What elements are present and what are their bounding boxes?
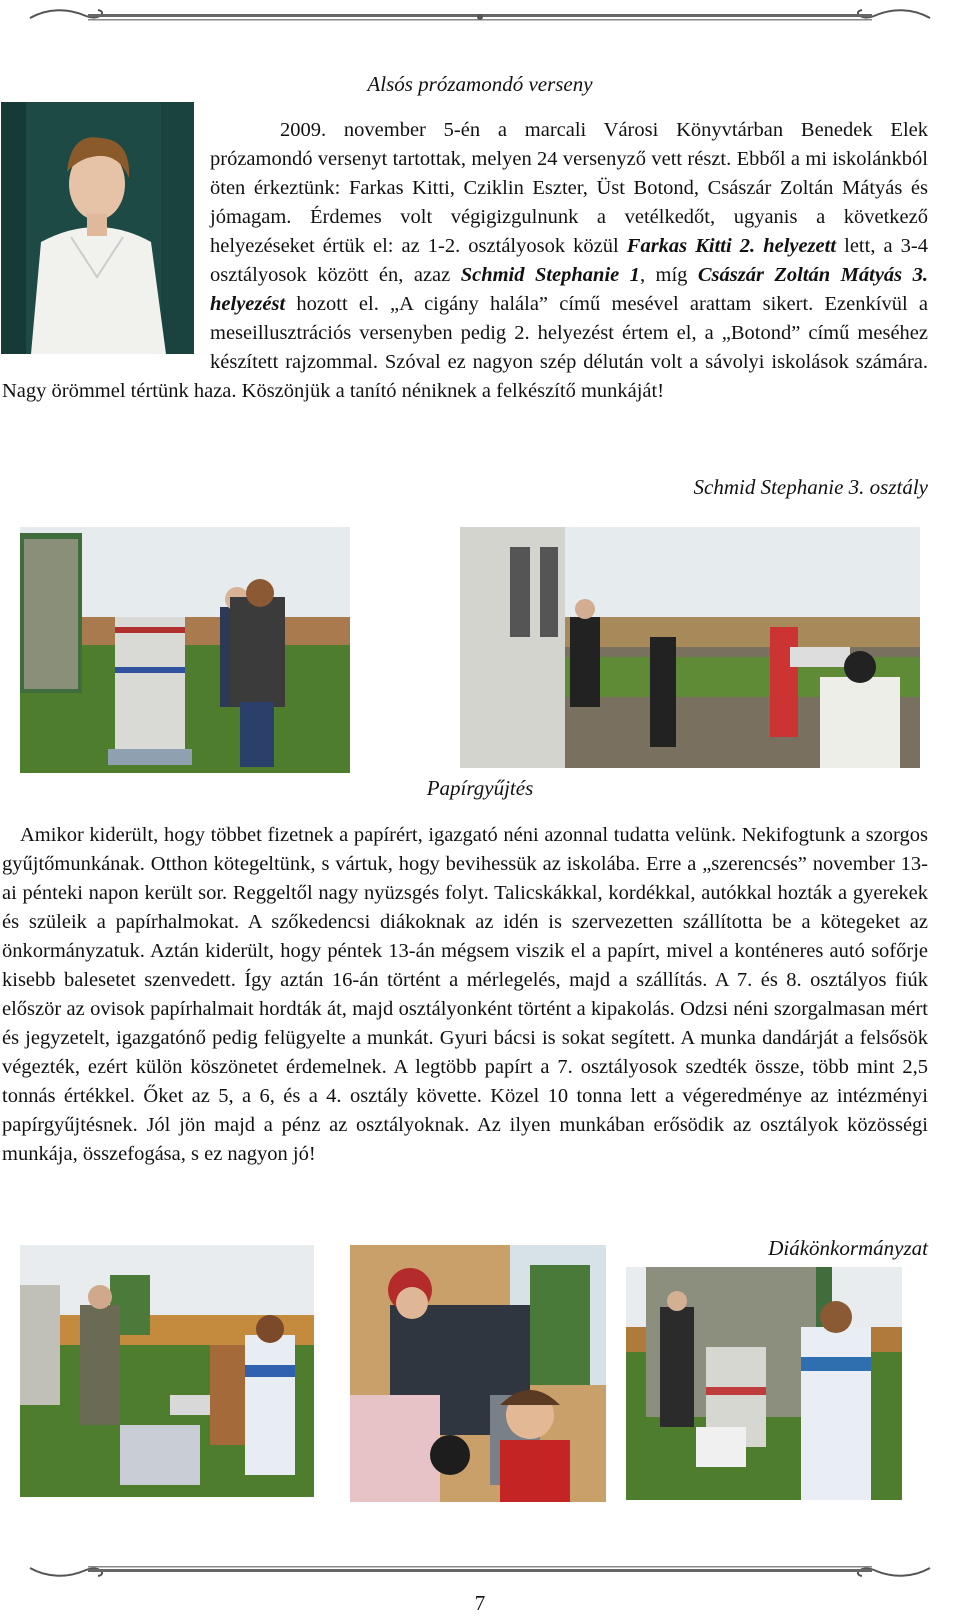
- photo-schoolyard-carrying: [460, 527, 920, 768]
- emph-csaszar: Császár Zoltán Mátyás 3. helyezést: [210, 264, 928, 315]
- article2-title: Papírgyűjtés: [426, 776, 534, 800]
- article1-signature: Schmid Stephanie 3. osztály: [693, 475, 928, 499]
- photo-container-sorting: [626, 1267, 902, 1500]
- photo-sorting-table: [20, 1245, 314, 1497]
- article2-body: [2, 821, 928, 1169]
- bottom-ornament: [28, 1556, 932, 1582]
- article2-signature: Diákönkormányzat: [768, 1236, 928, 1260]
- article1-title: Alsós prózamondó verseny: [367, 72, 593, 96]
- article1-intro: 2009. november 5-én a marcali Városi Könyvtárban Benedek Elek prózamondó versenyt tartottak, melyen 24 versenyző vett részt. Ebből a mi iskolánkból öten érkeztünk: Farkas Kitti, Cziklin Eszter, Üst Botond, Császár Zoltán Mátyás és jómagam. Érdemes volt végigizgulnunk a vetélkedőt, ugyanis a következő helyezéseket értük el: az 1-2. osztályosok közül: [210, 119, 928, 257]
- emph-schmid: Schmid Stephanie 1: [460, 264, 640, 286]
- article1-body: [2, 116, 928, 406]
- portrait-photo: [1, 102, 194, 354]
- photo-paper-stack-container: [20, 527, 350, 773]
- article2-text: Amikor kiderült, hogy többet fizetnek a papírért, igazgató néni azonnal tudatta velünk. Nekifogtunk a szorgos gyűjtőmunkának. Otthon kötegeltünk, s vártuk, hogy bevihessük az iskolába. Erre a „szerencsés” november 13-ai pénteki napon került sor. Reggeltől nagy nyüzsgés folyt. Talicskákkal, kordékkal, autókkal hozták a gyerekek és szüleik a papírhalmokat. A szőkedencsi diákoknak az idén is szervezetten szállította be a kötegeket az önkormányzatuk. Aztán kiderült, hogy péntek 13-án mégsem viszik el a papírt, mivel a konténeres autó sofőrje kisebb balesetet szenvedett. Így aztán 16-án történt a mérlegelés, majd a szállítás. A 7. és 8. osztályos fiúk először az ovisok papírhalmait hordták át, majd osztályonként történt a kipakolás. Odzsi néni szorgalmasan mért és jegyzetelt, igazgatónő pedig felügyelte a munkát. Gyuri bácsi is sokat segített. A munka dandárját a felsősök végezték, ezért külön köszönetet érdemelnek. A legtöbb papírt a 7. osztályosok szedték össze, több mint 2,5 tonnás értékkel. Őket az 5, a 6, és a 4. osztály követte. Közel 10 tonna lett a végeredménye az intézményi papírgyűjtésnek. Jól jön majd a pénz az osztályoknak. Az ilyen munkában erősödik az osztályok közösségi munkája, összefogása, s ez nagyon jó!: [2, 824, 928, 1165]
- article1-text2: lett, a 3-4 osztályosok között én, azaz: [210, 235, 928, 286]
- emph-farkas: Farkas Kitti 2. helyezett: [626, 235, 837, 257]
- photo-boy-red-hat: [350, 1245, 606, 1502]
- article1-text3: , míg: [639, 264, 698, 286]
- page-number: 7: [474, 1591, 486, 1615]
- article1-text4: hozott el. „A cigány halála” című mesével arattam sikert. Ezenkívül a meseillusztrációs versenyben pedig 2. helyezést értem el, a „Botond” című meséhez készített rajzommal. Szóval ez nagyon szép délután volt a sávolyi iskolások számára. Nagy örömmel tértünk haza. Köszönjük a tanító néniknek a felkészítő munkáját!: [2, 293, 928, 402]
- top-ornament: [28, 4, 932, 30]
